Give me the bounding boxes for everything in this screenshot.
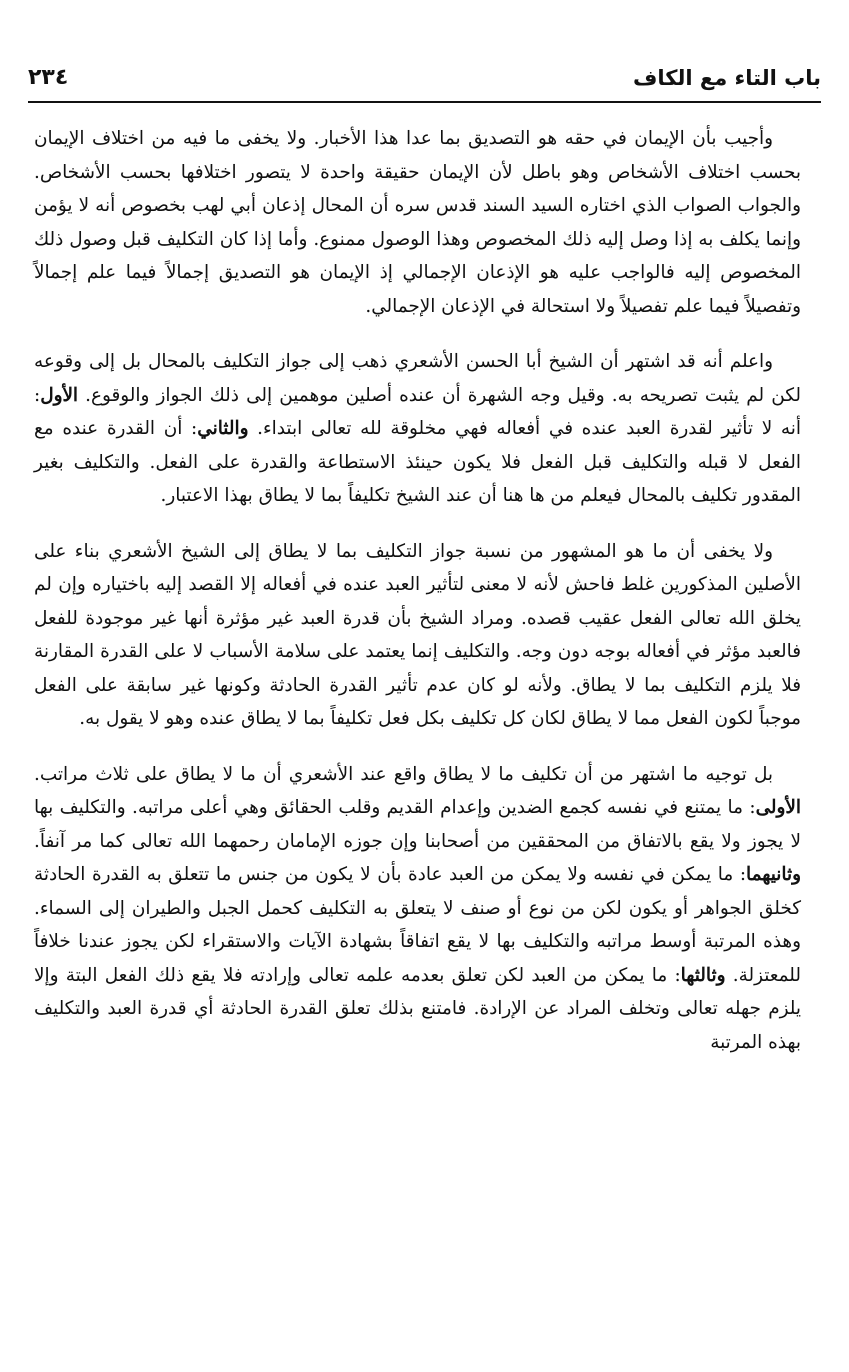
page-number: ٢٣٤ (28, 65, 69, 90)
bold-term: وثالثها (680, 964, 726, 986)
paragraph-text: : أن القدرة عنده مع الفعل لا قبله والتكليف قبل الفعل فلا يكون حينئذ الاستطاعة والقدرة على الفعل. والتكليف بغير المقدور تكليف بالمحال فيعلم من ها هنا أن عند الشيخ تكليفاً بما لا يطاق بهذا الاعتبار. (34, 418, 801, 506)
paragraph-text: : ما يمكن من العبد لكن تعلق بعدمه علمه تعالى وإرادته فلا يقع ذلك الفعل البتة وإلا يلزم جهله تعالى وتخلف المراد عن الإرادة. فامتنع بذلك تعلق القدرة الحادثة أي قدرة العبد والتكليف بهذه المرتبة (34, 964, 801, 1053)
bold-term: وثانيهما (746, 864, 801, 885)
paragraph-text: : ما يمكن في نفسه ولا يمكن من العبد عادة بأن لا يكون من جنس ما تتعلق به القدرة الحادثة كخلق الجواهر أو يكون لكن من نوع أو صنف لا يتعلق به التكليف كحمل الجبل والطيران إلى السماء. وهذه المرتبة أوسط مراتبه والتكليف بها لا يقع اتفاقاً بشهادة الآيات والاستقراء لكن يجوز عندنا خلافاً للمعتزلة. (34, 864, 801, 986)
bold-term: الأولى (755, 797, 801, 818)
paragraph (34, 122, 801, 323)
paragraph (34, 535, 801, 736)
paragraph-text: : ما يمتنع في نفسه كجمع الضدين وإعدام القديم وقلب الحقائق وهي أعلى مراتبه. والتكليف بها لا يجوز ولا يقع بالاتفاق من المحققين من أصحابنا وإن جوزه الإمامان رحمهما الله تعالى كما مر آنفاً. (34, 797, 801, 852)
paragraph (34, 345, 801, 513)
bold-term: الأول (40, 384, 79, 406)
paragraph-text: ولا يخفى أن ما هو المشهور من نسبة جواز التكليف بما لا يطاق إلى الشيخ الأشعري بناء على الأصلين المذكورين غلط فاحش لأنه لا معنى لتأثير العبد عنده في أفعاله إلا القصد إليه باختياره وإن لم يخلق الله تعالى الفعل عقيب قصده. ومراد الشيخ بأن قدرة العبد غير مؤثرة أنها غير موجودة للفعل فالعبد مؤثر في أفعاله بوجه دون وجه. والتكليف إنما يعتمد على سلامة الأسباب لا على القدرة المقارنة فلا يلزم التكليف بما لا يطاق. ولأنه لو كان عدم تأثير القدرة الحادثة وكونها غير سابقة على الفعل موجباً لكون الفعل مما لا يطاق لكان كل تكليف بكل فعل تكليفاً بما لا يطاق عنده وهو لا يقول به. (34, 540, 801, 729)
paragraph-text: : أنه لا تأثير لقدرة العبد عنده في أفعاله فهي مخلوقة لله تعالى ابتداء. (34, 384, 801, 439)
running-header (28, 62, 821, 98)
paragraph-text: وأجيب بأن الإيمان في حقه هو التصديق بما عدا هذا الأخبار. ولا يخفى ما فيه من اختلاف الإيمان بحسب اختلاف الأشخاص وهو باطل لأن الإيمان حقيقة واحدة لا يتصور اختلافها بحسب الأشخاص. والجواب الصواب الذي اختاره السيد السند قدس سره أن المحال إذعان أبي لهب بخصوص أنه لا يؤمن وإنما يكلف به إذا وصل إليه ذلك المخصوص وهذا الوصول ممنوع. وأما إذا كان التكليف قبل وصول ذلك المخصوص إليه فالواجب عليه هو الإذعان الإجمالي إذ الإيمان هو التصديق إجمالاً فيما علم إجمالاً وتفصيلاً فيما علم تفصيلاً ولا استحالة في الإذعان الإجمالي. (34, 128, 801, 317)
paragraph-text: واعلم أنه قد اشتهر أن الشيخ أبا الحسن الأشعري ذهب إلى جواز التكليف بالمحال بل إلى وقوعه لكن لم يثبت تصريحه به. وقيل وجه الشهرة أن عنده أصلين موهمين إلى ذلك الجواز والوقوع. (34, 351, 801, 406)
bold-term: والثاني (197, 418, 249, 439)
body-text (34, 122, 801, 1081)
paragraph-text: بل توجيه ما اشتهر من أن تكليف ما لا يطاق واقع عند الأشعري أن ما لا يطاق على ثلاث مراتب. (34, 763, 773, 785)
paragraph (34, 758, 801, 1060)
chapter-title: باب التاء مع الكاف (632, 66, 821, 90)
header-rule (28, 101, 821, 103)
